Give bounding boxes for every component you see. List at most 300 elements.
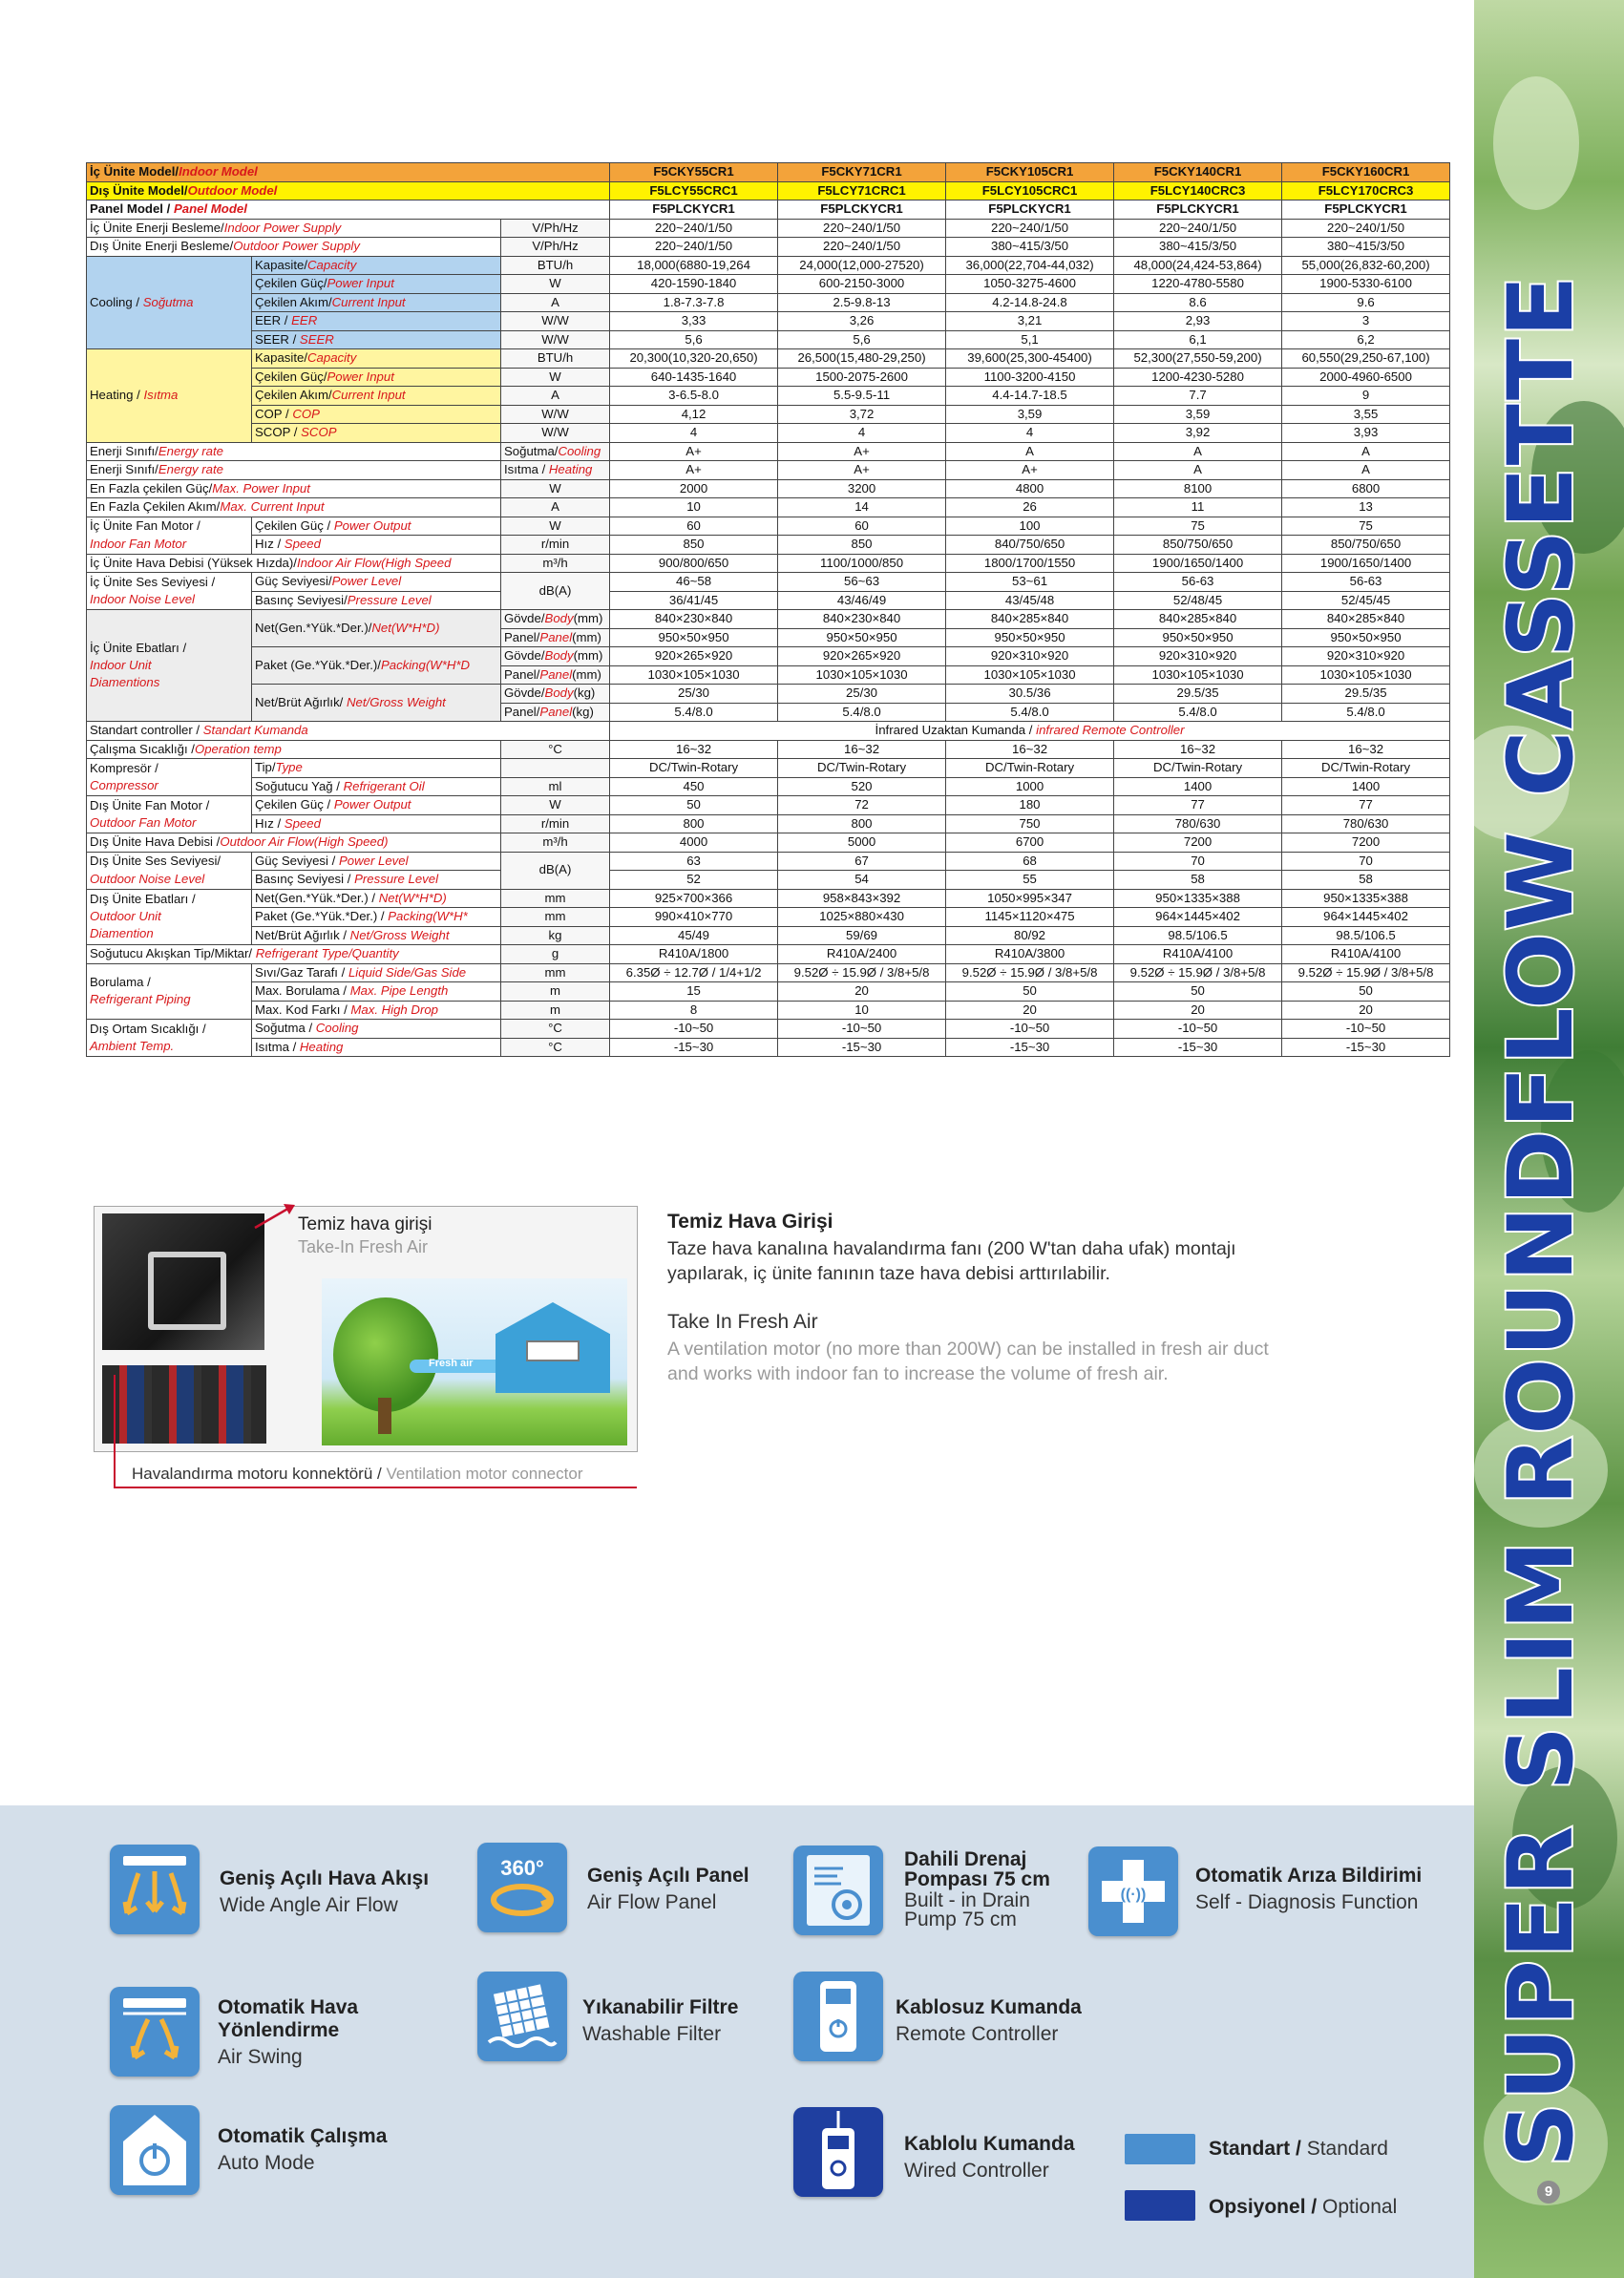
group-row-label: [252, 1038, 501, 1057]
spec-value-text: 6800: [1351, 480, 1381, 496]
group-row-label: [252, 871, 501, 890]
spec-value: [610, 647, 778, 666]
spec-label-text: Indoor Fan Motor: [90, 536, 187, 551]
spec-value: [1114, 814, 1282, 833]
spec-label-text: Çekilen Güç /: [255, 517, 334, 533]
spec-value: [778, 852, 946, 871]
spec-label-text: Diamentions: [90, 675, 160, 690]
spec-value-text: R410A/1800: [658, 946, 729, 961]
spec-value: [1282, 368, 1450, 387]
spec-value: [610, 982, 778, 1002]
spec-label-text: Dış Ünite Model/: [90, 182, 188, 198]
group-label: [87, 517, 252, 554]
spec-label-text: Outdoor Unit: [90, 909, 161, 924]
spec-value: [946, 591, 1114, 610]
spec-value-text: 9.52Ø ÷ 15.9Ø / 3/8+5/8: [961, 964, 1098, 980]
spec-row: [87, 163, 1450, 182]
spec-value: [778, 442, 946, 461]
spec-value: [778, 554, 946, 573]
spec-value-text: 780/630: [1342, 815, 1389, 831]
spec-value: [1282, 759, 1450, 778]
spec-value-text: 6.35Ø ÷ 12.7Ø / 1/4+1/2: [625, 964, 762, 980]
spec-value: [1114, 908, 1282, 927]
spec-label-text: (mm): [572, 666, 601, 682]
spec-value-text: 3,72: [849, 406, 875, 421]
spec-value-text: 5000: [847, 834, 876, 850]
spec-value: [1282, 293, 1450, 312]
spec-value: [610, 814, 778, 833]
spec-value-text: 20: [854, 983, 869, 999]
spec-label-text: Net/Brüt Ağırlık/: [255, 694, 348, 709]
spec-value: [1114, 461, 1282, 480]
spec-label-text: SEER /: [255, 331, 300, 347]
feature-title-tr-line: Yönlendirme: [218, 2019, 340, 2041]
spec-value: [1114, 200, 1282, 220]
spec-unit-text: m³/h: [542, 834, 568, 850]
spec-value-text: 70: [1359, 853, 1373, 868]
spec-value: [1282, 703, 1450, 722]
spec-row: [87, 852, 1450, 871]
group-row-label: [252, 852, 501, 871]
spec-value: [778, 256, 946, 275]
spec-value: [1282, 777, 1450, 796]
spec-label-text: Heating: [548, 462, 593, 477]
spec-label-text: Capacity: [307, 257, 357, 272]
spec-unit-text: V/Ph/Hz: [532, 239, 579, 254]
spec-value-text: 220~240/1/50: [1327, 220, 1405, 235]
spec-value-text: -15~30: [673, 1039, 714, 1054]
spec-value: [1282, 536, 1450, 555]
spec-value-text: 990×410×770: [654, 909, 733, 924]
spec-value: [1282, 163, 1450, 182]
connector-callout-line: [114, 1487, 637, 1488]
spec-value: [1282, 1020, 1450, 1039]
spec-value: [778, 889, 946, 908]
spec-value: [610, 200, 778, 220]
spec-value: [610, 610, 778, 629]
spec-row: [87, 424, 1450, 443]
feature-title-en: Remote Controller: [896, 2023, 1059, 2045]
spec-row: [87, 685, 1450, 704]
spec-unit: [501, 554, 610, 573]
spec-value-text: 16~32: [1012, 741, 1048, 756]
spec-unit: [501, 293, 610, 312]
spec-value: [1282, 181, 1450, 200]
spec-value-text: 4800: [1015, 480, 1044, 496]
fresh-air-caption-en: Take-In Fresh Air: [298, 1237, 429, 1256]
spec-value: [778, 349, 946, 369]
spec-value-text: 950×50×950: [826, 629, 897, 644]
spec-unit: [501, 219, 610, 238]
spec-row: [87, 275, 1450, 294]
spec-row: [87, 610, 1450, 629]
spec-label-text: İç Ünite Model/: [90, 164, 179, 179]
spec-value: [1114, 424, 1282, 443]
spec-value-text: -10~50: [1009, 1021, 1050, 1036]
spec-value: [1282, 814, 1450, 833]
spec-value: [778, 312, 946, 331]
spec-value-text: 16~32: [844, 741, 880, 756]
spec-value: [1282, 963, 1450, 982]
indoor-dim-part: [501, 647, 610, 666]
spec-value-text: 5,6: [685, 331, 703, 347]
spec-label-text: Outdoor Power Supply: [233, 239, 360, 254]
spec-label-text: Outdoor Noise Level: [90, 871, 205, 886]
spec-value-text: -15~30: [1177, 1039, 1218, 1054]
spec-value: [946, 1020, 1114, 1039]
spec-label-text: (kg): [572, 704, 594, 719]
spec-unit: [501, 852, 610, 889]
spec-value-text: 4,12: [681, 406, 707, 421]
air-swing-icon: [110, 1987, 200, 2077]
indoor-dim-part: [501, 703, 610, 722]
spec-value-text: 3,21: [1017, 313, 1043, 328]
spec-row: [87, 759, 1450, 778]
spec-value: [1282, 852, 1450, 871]
spec-value-text: 950×50×950: [658, 629, 729, 644]
spec-value-text: 840×285×840: [1158, 611, 1237, 626]
spec-label-text: Liquid Side/Gas Side: [348, 964, 467, 980]
spec-value: [778, 461, 946, 480]
feature-title-en-line: Pump 75 cm: [904, 1909, 1017, 1930]
spec-value: [1114, 238, 1282, 257]
spec-value-text: 25/30: [846, 686, 878, 701]
spec-label-text: (kg): [573, 686, 596, 701]
spec-unit-text: W/W: [541, 406, 569, 421]
spec-label-text: Heating: [299, 1039, 344, 1054]
spec-value: [946, 536, 1114, 555]
spec-label-text: Dış Ünite Enerji Besleme/: [90, 239, 234, 254]
spec-value: [610, 591, 778, 610]
spec-label-text: Max. Current Input: [220, 499, 325, 515]
spec-value: [1282, 256, 1450, 275]
spec-value: [1282, 479, 1450, 498]
outdoor-dim-row-label: [252, 926, 501, 945]
spec-value-text: 55: [1023, 872, 1037, 887]
spec-unit: [501, 536, 610, 555]
cooling-row-label: [252, 256, 501, 275]
spec-label-text: Panel: [539, 629, 573, 644]
spec-label-text: Çekilen Akım/: [255, 294, 332, 309]
spec-value: [778, 479, 946, 498]
spec-value: [946, 312, 1114, 331]
fresh-air-body-en-line: and works with indoor fan to increase the volume of fresh air.: [667, 1363, 1169, 1384]
spec-label-text: Power Level: [338, 853, 409, 868]
spec-value-text: 6,2: [1357, 331, 1375, 347]
spec-label-text: COP /: [255, 406, 293, 421]
spec-unit-text: W: [549, 276, 561, 291]
spec-value: [1114, 517, 1282, 536]
spec-value: [778, 814, 946, 833]
connector-caption-en: Ventilation motor connector: [386, 1465, 583, 1483]
spec-value-text: 1900-5330-6100: [1319, 276, 1412, 291]
spec-value-text: F5PLCKYCR1: [988, 201, 1071, 217]
spec-unit-text: dB(A): [538, 862, 572, 877]
group-row-label: [252, 1001, 501, 1020]
spec-value: [610, 796, 778, 815]
spec-value-text: 920×265×920: [654, 648, 733, 664]
spec-value-text: 380~415/3/50: [1159, 239, 1237, 254]
spec-value-text: 4000: [679, 834, 708, 850]
legend-standard-tr: Standart /: [1209, 2138, 1307, 2160]
spec-label-text: Soğutma /: [255, 1021, 316, 1036]
connector-caption: [132, 1465, 582, 1484]
spec-value: [1114, 591, 1282, 610]
spec-value-text: 50: [1023, 983, 1037, 999]
spec-unit-text: r/min: [540, 537, 570, 552]
spec-unit-text: ml: [548, 778, 562, 793]
spec-value: [946, 740, 1114, 759]
spec-unit-text: dB(A): [538, 582, 572, 598]
spec-value: [610, 1020, 778, 1039]
features-section: [0, 1805, 1474, 2278]
spec-unit: [501, 312, 610, 331]
controller-value: [610, 722, 1450, 741]
group-label: [87, 852, 252, 889]
spec-value-text: 1400: [1183, 778, 1213, 793]
spec-value-text: 45/49: [678, 927, 710, 942]
spec-value-text: F5LCY170CRC3: [1318, 182, 1414, 198]
spec-value-text: 840×285×840: [1326, 611, 1405, 626]
spec-value-text: 70: [1191, 853, 1205, 868]
spec-value-text: A+: [854, 443, 870, 458]
spec-value-text: 5.4/8.0: [842, 704, 881, 719]
spec-value: [1282, 833, 1450, 853]
spec-row: [87, 330, 1450, 349]
spec-value-text: 25/30: [678, 686, 710, 701]
feature-title-tr: Otomatik Arıza Bildirimi: [1195, 1865, 1423, 1887]
spec-value-text: 5,1: [1021, 331, 1039, 347]
spec-value-text: F5CKY105CR1: [985, 164, 1074, 179]
spec-value: [946, 219, 1114, 238]
spec-value-text: 900/800/650: [658, 555, 729, 570]
spec-label-text: Packing(W*H*D: [380, 657, 471, 672]
spec-value: [1282, 275, 1450, 294]
spec-value: [946, 610, 1114, 629]
spec-value-text: 4.4-14.7-18.5: [992, 388, 1067, 403]
spec-value-text: A+: [1022, 462, 1038, 477]
spec-row: [87, 963, 1450, 982]
spec-value: [1282, 573, 1450, 592]
spec-value: [1282, 591, 1450, 610]
spec-value: [1282, 982, 1450, 1002]
spec-value-text: 950×50×950: [1162, 629, 1234, 644]
spec-value: [778, 573, 946, 592]
spec-row: [87, 908, 1450, 927]
spec-value: [778, 181, 946, 200]
spec-value: [1282, 461, 1450, 480]
spec-value-text: 800: [851, 815, 873, 831]
spec-unit: [501, 573, 610, 610]
spec-value-text: F5PLCKYCR1: [820, 201, 903, 217]
fresh-air-body-en: [667, 1337, 1431, 1386]
spec-label-text: Ambient Temp.: [90, 1039, 175, 1053]
group-row-label: [252, 796, 501, 815]
spec-value-text: 56~63: [844, 574, 880, 589]
spec-value: [1114, 387, 1282, 406]
spec-value: [1282, 517, 1450, 536]
spec-unit-text: kg: [548, 927, 562, 942]
spec-value-text: 5.4/8.0: [1346, 704, 1385, 719]
group-row-label: [252, 1020, 501, 1039]
connector-caption-tr: Havalandırma motoru konnektörü /: [132, 1465, 387, 1483]
spec-label-text: Sıvı/Gaz Tarafı /: [255, 964, 348, 980]
spec-value: [1114, 685, 1282, 704]
spec-value: [1282, 945, 1450, 964]
spec-unit-text: °C: [548, 741, 562, 756]
spec-value: [610, 368, 778, 387]
tree-graphic: [333, 1297, 438, 1412]
spec-row: [87, 647, 1450, 666]
outdoor-dim-label: [87, 889, 252, 945]
spec-value: [610, 293, 778, 312]
spec-value-text: F5CKY160CR1: [1321, 164, 1410, 179]
indoor-dim-sub-label: [252, 685, 501, 722]
spec-value: [778, 293, 946, 312]
spec-value: [1114, 852, 1282, 871]
group-row-label: [252, 777, 501, 796]
group-row-label: [252, 591, 501, 610]
feature-title-en: Auto Mode: [218, 2152, 315, 2174]
spec-value-text: 50: [1359, 983, 1373, 999]
spec-value-text: 1900/1650/1400: [1319, 555, 1412, 570]
spec-value: [610, 852, 778, 871]
spec-value-text: 920×310×920: [990, 648, 1069, 664]
legend-standard-swatch: [1125, 2134, 1195, 2164]
power-label: [87, 219, 501, 238]
spec-value-text: 220~240/1/50: [991, 220, 1069, 235]
spec-unit-text: BTU/h: [537, 257, 574, 272]
spec-label-text: SCOP: [301, 425, 337, 440]
spec-value: [1114, 982, 1282, 1002]
cassette-unit-graphic: [526, 1340, 580, 1361]
360-panel-icon: [477, 1843, 567, 1932]
spec-value: [610, 424, 778, 443]
washable-filter-icon: [477, 1972, 567, 2061]
spec-label-text: Paket (Ge.*Yük.*Der.)/: [255, 657, 381, 672]
spec-value-text: 50: [1191, 983, 1205, 999]
spec-unit: [501, 982, 610, 1002]
spec-label-text: Max. High Drop: [350, 1002, 439, 1017]
spec-value-text: A+: [685, 443, 702, 458]
spec-value: [1114, 330, 1282, 349]
spec-value-text: 4: [689, 425, 698, 440]
spec-value: [610, 312, 778, 331]
spec-unit: [501, 349, 610, 369]
spec-label-text: Isıtma /: [504, 462, 549, 477]
spec-value: [778, 405, 946, 424]
spec-label-text: Enerji Sınıfı/: [90, 462, 158, 477]
wired-controller-icon: [793, 2107, 883, 2197]
spec-value: [1114, 759, 1282, 778]
spec-unit: [501, 517, 610, 536]
spec-label-text: Güç Seviyesi /: [255, 853, 339, 868]
spec-value: [778, 517, 946, 536]
spec-value: [1282, 628, 1450, 647]
spec-value: [610, 740, 778, 759]
spec-value-text: 39,600(25,300-45400): [967, 350, 1092, 366]
group-row-label: [252, 517, 501, 536]
spec-value-text: 780/630: [1174, 815, 1221, 831]
spec-value-text: 20: [1191, 1002, 1205, 1017]
spec-label-text: Basınç Seviyesi/: [255, 592, 348, 607]
spec-label-text: EER: [291, 313, 318, 328]
cooling-group-label: [87, 256, 252, 349]
spec-row: [87, 256, 1450, 275]
spec-label-text: Max. Power Input: [212, 480, 310, 496]
spec-value-text: 964×1445×402: [1155, 909, 1240, 924]
spec-unit-text: mm: [544, 890, 566, 905]
feature-title-en: [904, 1891, 1030, 1930]
spec-value: [1282, 200, 1450, 220]
spec-value-text: 750: [1019, 815, 1041, 831]
spec-label-text: Enerji Sınıfı/: [90, 443, 158, 458]
feature-title-tr-line: Pompası 75 cm: [904, 1868, 1050, 1890]
spec-unit-text: m: [550, 983, 561, 999]
group-row-label: [252, 814, 501, 833]
spec-value: [610, 219, 778, 238]
spec-label-text: (mm): [573, 611, 603, 626]
spec-value-text: 60: [854, 517, 869, 533]
spec-value: [946, 908, 1114, 927]
spec-value: [610, 181, 778, 200]
spec-label-text: Dış Ünite Ebatları /: [90, 891, 196, 906]
spec-value: [946, 163, 1114, 182]
spec-unit: [501, 330, 610, 349]
spec-row: [87, 517, 1450, 536]
spec-value: [1114, 479, 1282, 498]
spec-value-text: 8100: [1183, 480, 1213, 496]
spec-value: [778, 740, 946, 759]
spec-value: [1282, 330, 1450, 349]
spec-value-text: 29.5/35: [1176, 686, 1219, 701]
spec-value-text: 60,550(29,250-67,100): [1301, 350, 1430, 366]
heating-row-label: [252, 387, 501, 406]
spec-label-text: Panel/: [504, 666, 540, 682]
360-badge: 360°: [500, 1856, 544, 1880]
spec-row: [87, 312, 1450, 331]
spec-value: [1282, 219, 1450, 238]
spec-value-text: 63: [686, 853, 701, 868]
spec-value: [946, 982, 1114, 1002]
spec-label-text: (mm): [573, 648, 603, 664]
spec-value-text: 1030×105×1030: [1319, 666, 1412, 682]
spec-value: [610, 554, 778, 573]
spec-value: [1114, 498, 1282, 517]
spec-value-text: 52,300(27,550-59,200): [1133, 350, 1262, 366]
spec-value: [946, 926, 1114, 945]
spec-value: [778, 963, 946, 982]
spec-value-text: -15~30: [1345, 1039, 1386, 1054]
feature-title-tr: Yıkanabilir Filtre: [582, 1996, 739, 2018]
spec-value-text: 16~32: [1180, 741, 1216, 756]
spec-value-text: A: [1361, 462, 1370, 477]
spec-value: [1282, 926, 1450, 945]
model-label: [87, 200, 610, 220]
spec-row: [87, 814, 1450, 833]
spec-value: [1282, 647, 1450, 666]
spec-value-text: 98.5/106.5: [1168, 927, 1228, 942]
spec-value-text: 1100/1000/850: [820, 555, 904, 570]
spec-value-text: 30.5/36: [1008, 686, 1051, 701]
spec-label-text: Panel/: [504, 629, 540, 644]
spec-value: [946, 405, 1114, 424]
spec-value-text: 5.5-9.5-11: [833, 388, 891, 403]
spec-value-text: 220~240/1/50: [655, 239, 733, 254]
spec-value-text: 7200: [1351, 834, 1381, 850]
spec-value: [610, 405, 778, 424]
spec-value: [610, 498, 778, 517]
